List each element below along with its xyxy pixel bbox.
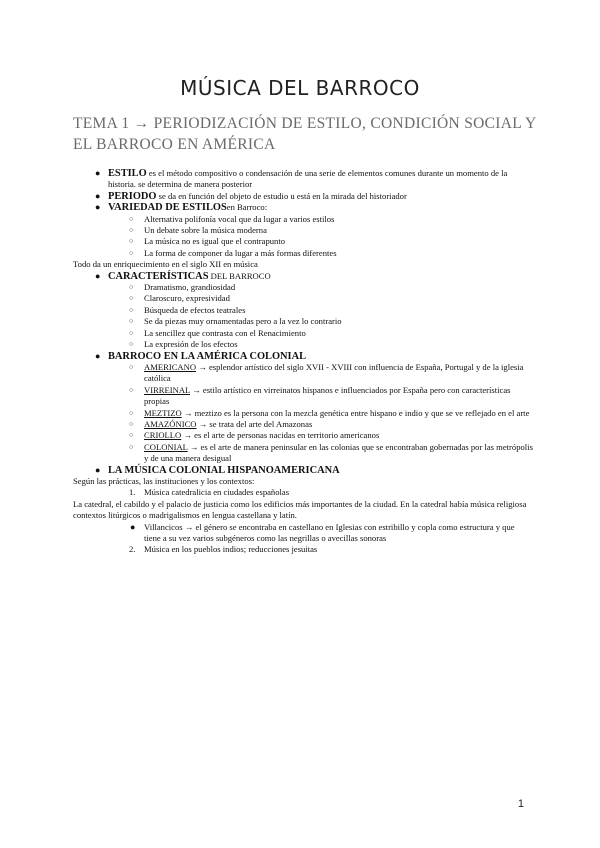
numbered-item-2: 2. Música en los pueblos indios; reducciones jesuitas	[129, 544, 318, 555]
estilo-text: es el método compositivo o condensación de una serie de elementos comunes durante un momento de la historia. se determina de manera posterior	[108, 168, 508, 190]
circle-bullet-icon: ○	[129, 317, 134, 326]
bullet-icon: ●	[95, 270, 101, 281]
term-colonial: BARROCO EN LA AMÉRICA COLONIAL	[108, 350, 307, 362]
sub-item: ○ Se da piezas muy ornamentadas pero a la vez lo contrario	[129, 316, 342, 327]
list-item-villancicos: ● Villancicos → el género se encontraba en castellano en Iglesias con estribillo y copla como estructura y que tiene a su vez varios subgéneros como las negrillas o avecillas sonoras	[130, 521, 515, 543]
circle-bullet-icon: ○	[129, 305, 134, 314]
document-title: MÚSICA DEL BARROCO	[180, 76, 420, 100]
circle-bullet-icon: ○	[129, 385, 134, 394]
paragraph-enriquecimiento: Todo da un enriquecimiento en el siglo XII en música	[73, 259, 258, 270]
numbered-item-1: 1. Música catedralicia en ciudades españolas	[129, 487, 290, 498]
list-item-estilo	[73, 168, 533, 191]
list-item-periodo	[73, 191, 533, 202]
circle-bullet-icon: ○	[129, 408, 134, 417]
sub-item: ○ VIRREINAL → estilo artístico en virreinatos hispanos e influenciados por España pero con características propias	[129, 384, 511, 407]
sub-item: ○ La sencillez que contrasta con el Renacimiento	[129, 327, 306, 338]
sub-item: ○ MEZTIZO → meztizo es la persona con la mezcla genética entre hispano e indio y que se ve reflejado en el arte	[129, 407, 530, 418]
circle-bullet-icon: ○	[129, 442, 134, 451]
circle-bullet-icon: ○	[129, 431, 134, 440]
sub-item: ○ AMERICANO → esplendor artístico del siglo XVII - XVIII con influencia de España, Portugal y de la iglesia católica	[129, 361, 524, 384]
term-variedad: VARIEDAD DE ESTILOS	[108, 202, 227, 214]
sub-item: ○ La música no es igual que el contrapunto	[129, 236, 286, 247]
circle-bullet-icon: ○	[129, 237, 134, 246]
circle-bullet-icon: ○	[129, 419, 134, 428]
term-estilo: ESTILO	[108, 168, 147, 179]
sub-item: ○ Dramatismo, grandiosidad	[129, 282, 236, 293]
bullet-icon: ●	[95, 464, 101, 475]
caracteristicas-suffix: DEL BARROCO	[210, 270, 271, 281]
section-heading: TEMA 1 → PERIODIZACIÓN DE ESTILO, CONDICIÓN SOCIAL Y EL BARROCO EN AMÉRICA	[73, 115, 536, 153]
circle-bullet-icon: ○	[129, 248, 134, 257]
sub-item: ○ COLONIAL → es el arte de manera peninsular en las colonias que se encontraban gobernadas por las metrópolis y de una manera desigual	[129, 441, 533, 464]
sub-item: ○ La expresión de los efectos	[129, 339, 238, 350]
circle-bullet-icon: ○	[129, 226, 134, 235]
bullet-icon: ●	[95, 350, 101, 361]
term-hispano: LA MÚSICA COLONIAL HISPANOAMERICANA	[108, 464, 340, 476]
periodo-text: se da en función del objeto de estudio u está en la mirada del historiador	[158, 190, 407, 201]
sub-item: ○ CRIOLLO → es el arte de personas nacidas en territorio americanos	[129, 430, 380, 441]
sub-item: ○ AMAZÓNICO → se trata del arte del Amazonas	[129, 418, 313, 429]
sub-item: ○ Claroscuro, expresividad	[129, 293, 230, 304]
page-number: 1	[517, 798, 524, 810]
sub-item: ○ Un debate sobre la música moderna	[129, 225, 267, 236]
bullet-icon: ●	[95, 202, 101, 213]
circle-bullet-icon: ○	[129, 362, 134, 371]
list-item-caracteristicas	[73, 271, 533, 282]
circle-bullet-icon: ○	[129, 340, 134, 349]
sub-item: ○ Búsqueda de efectos teatrales	[129, 304, 246, 315]
bullet-icon: ●	[130, 521, 136, 532]
list-item-variedad	[73, 202, 533, 213]
bullet-icon: ●	[95, 190, 101, 201]
list-item-colonial	[73, 351, 533, 362]
paragraph-intro: Según las prácticas, las instituciones y los contextos:	[73, 475, 255, 486]
paragraph-catedral: La catedral, el cabildo y el palacio de justicia como los edificios más importantes de la ciudad. En la catedral había música religiosa contextos litúrgicos o madrigalismos en lengua castellana y latín.	[73, 498, 527, 521]
term-caracteristicas: CARACTERÍSTICAS	[108, 270, 209, 282]
list-item-hispano	[73, 465, 533, 476]
circle-bullet-icon: ○	[129, 328, 134, 337]
document-body	[73, 168, 533, 556]
term-periodo: PERIODO	[108, 190, 157, 202]
circle-bullet-icon: ○	[129, 214, 134, 223]
bullet-icon: ●	[95, 168, 101, 178]
sub-item: ○ La forma de componer da lugar a más formas diferentes	[129, 247, 337, 258]
sub-item: ○ Alternativa polifonía vocal que da lugar a varios estilos	[129, 213, 335, 224]
circle-bullet-icon: ○	[129, 294, 134, 303]
variedad-text: en Barroco:	[226, 202, 268, 213]
circle-bullet-icon: ○	[129, 283, 134, 292]
